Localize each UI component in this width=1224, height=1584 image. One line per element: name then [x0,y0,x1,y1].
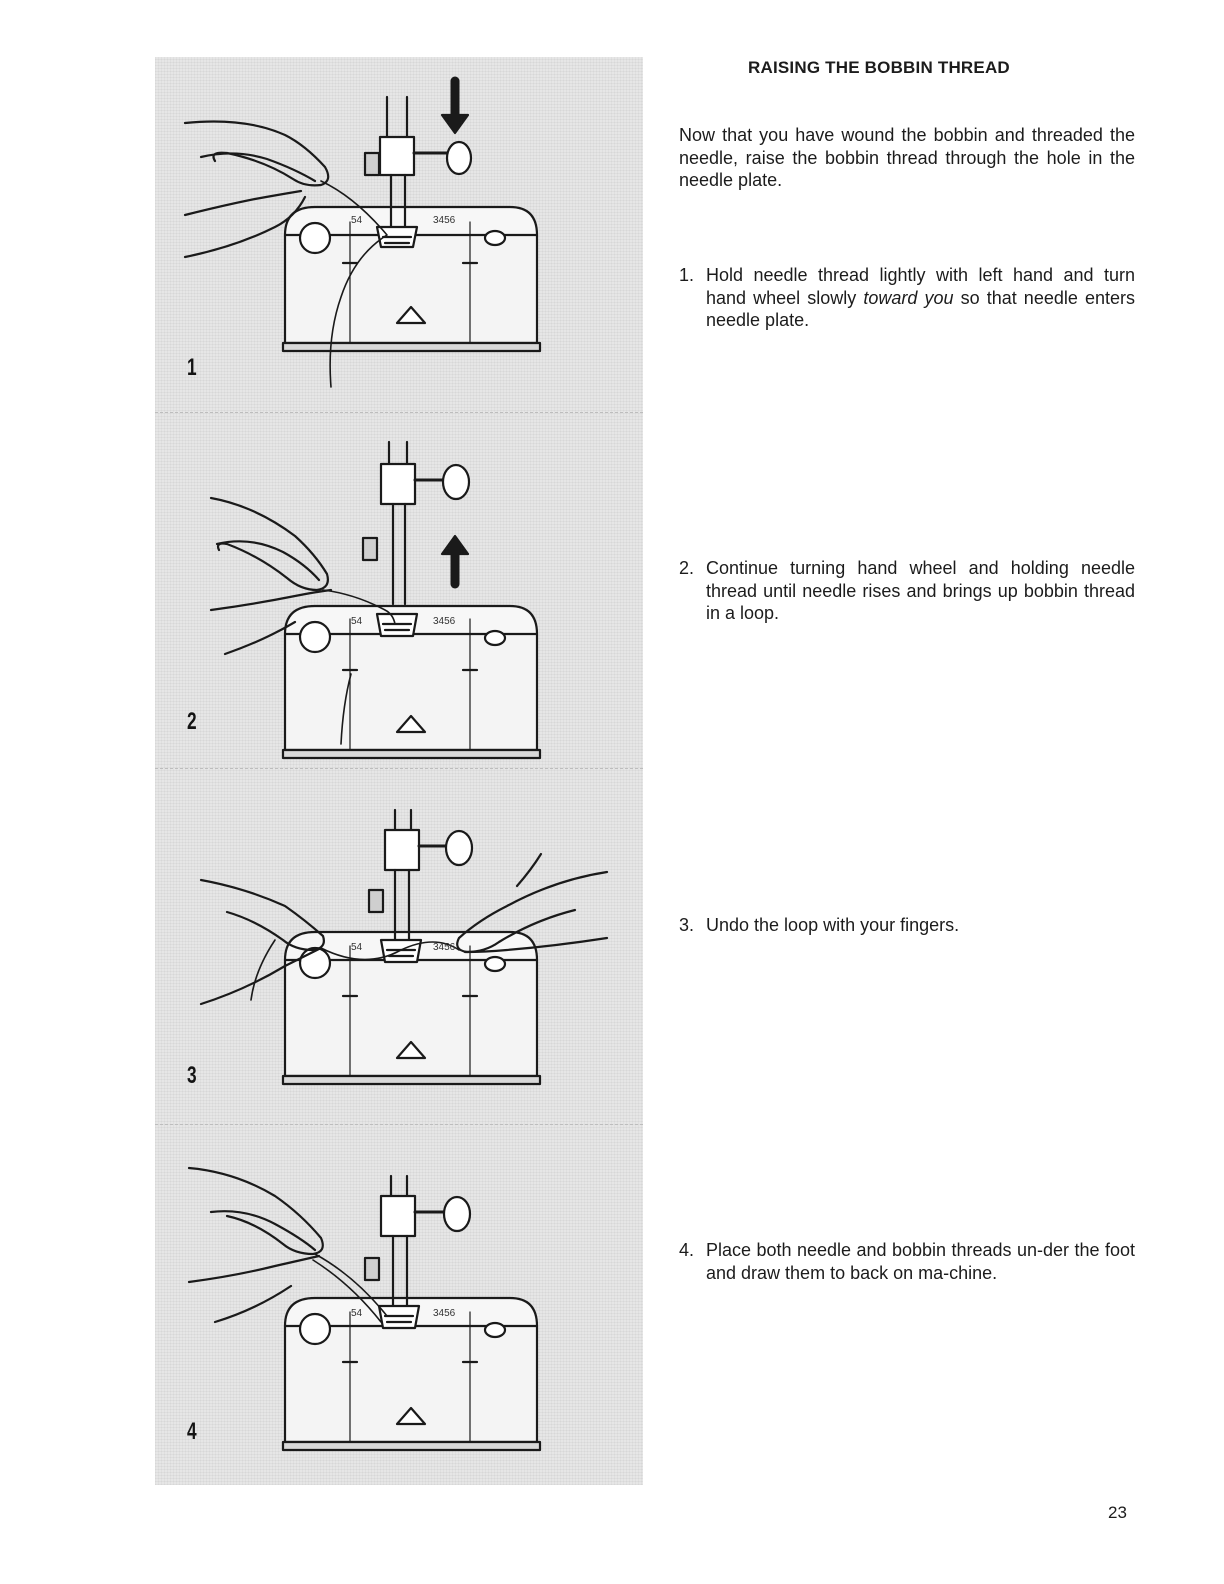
step-1-instruction [679,264,1135,332]
page-title: RAISING THE BOBBIN THREAD [748,58,1010,77]
step-2-instruction [679,557,1135,625]
step-text [706,264,1135,332]
figure-4-drawing [155,1126,643,1482]
intro-paragraph: Now that you have wound the bobbin and threaded the needle, raise the bobbin thread through the hole in the needle plate. [679,125,1135,190]
step-text: Continue turning hand wheel and holding needle thread until needle rises and brings up bobbin thread in a loop. [706,558,1135,623]
panel-divider [155,768,643,769]
figure-panel-3 [155,770,643,1126]
figure-label-2: 2 [187,708,197,735]
step-number: 1. [679,265,695,285]
step-number: 2. [679,558,695,578]
step-number: 4. [679,1240,695,1260]
plate-marking-right: 3456 [433,942,456,953]
figure-label-4: 4 [187,1418,197,1445]
figure-label-3: 3 [187,1062,197,1089]
step-text: Place both needle and bobbin threads un-der the foot and draw them to back on ma-chine. [706,1240,1135,1283]
step-text-part: so that needle enters needle plate. [706,287,1135,330]
illustration-column [155,57,643,1485]
plate-marking-right: 3456 [433,616,456,627]
plate-marking-right: 3456 [433,215,456,226]
step-4-instruction [679,1239,1135,1284]
figure-panel-4 [155,1126,643,1482]
plate-marking-left: 54 [351,215,363,226]
plate-marking-left: 54 [351,1308,363,1319]
step-number: 3. [679,915,695,935]
panel-divider [155,412,643,413]
panel-divider [155,1124,643,1125]
step-text-emphasis: toward you [863,287,954,308]
figure-panel-1 [155,57,643,413]
step-text: Undo the loop with your fingers. [706,915,960,935]
plate-marking-left: 54 [351,616,363,627]
step-text-part: Hold needle thread lightly with left hand and turn hand wheel slowly [706,265,1135,308]
figure-2-drawing [155,414,643,770]
plate-marking-right: 3456 [433,1308,456,1319]
figure-panel-2 [155,414,643,770]
figure-1-drawing [155,57,643,413]
page-number: 23 [1108,1503,1127,1522]
figure-3-drawing [155,770,643,1126]
figure-label-1: 1 [187,354,197,381]
step-3-instruction [679,914,1135,937]
plate-marking-left: 54 [351,942,363,953]
